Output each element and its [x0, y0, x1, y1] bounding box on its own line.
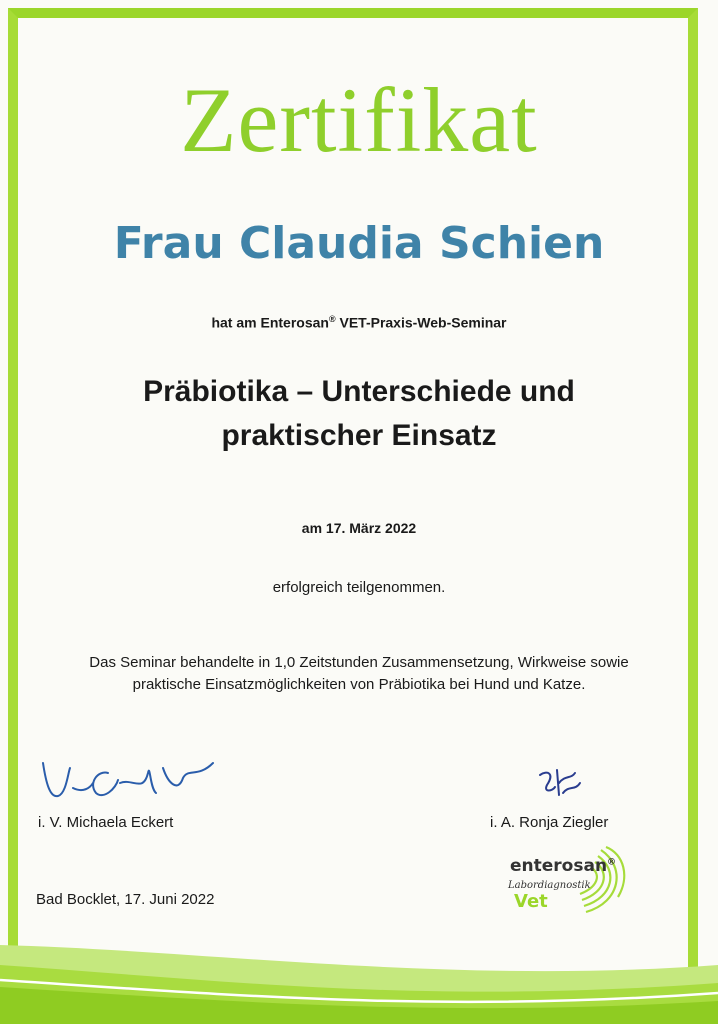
- bottom-wave-decoration: [0, 925, 718, 1024]
- description-line1: Das Seminar behandelte in 1,0 Zeitstunden Zusammensetzung, Wirkweise sowie: [89, 654, 629, 671]
- place-date: Bad Bocklet, 17. Juni 2022: [36, 891, 215, 908]
- participation-text: erfolgreich teilgenommen.: [272, 579, 446, 596]
- description-line2: praktische Einsatzmöglichkeiten von Präbiotika bei Hund und Katze.: [132, 676, 586, 693]
- signature-right-name: i. A. Ronja Ziegler: [490, 814, 609, 831]
- logo-word: enterosan®: [510, 856, 617, 876]
- registered-mark: ®: [328, 314, 336, 324]
- logo-vet: Vet: [514, 891, 548, 912]
- signature-right: [535, 765, 585, 810]
- intro-rest: VET-Praxis-Web-Seminar: [335, 314, 507, 331]
- enterosan-logo: [502, 838, 632, 928]
- logo-subtitle: Labordiagnostik: [508, 880, 591, 891]
- seminar-title-line1: Präbiotika – Unterschiede und: [143, 375, 575, 408]
- seminar-title: [0, 370, 718, 458]
- recipient-name: Frau Claudia Schien: [113, 218, 605, 269]
- seminar-date: am 17. März 2022: [301, 520, 417, 536]
- description: [0, 652, 718, 696]
- signature-left-name: i. V. Michaela Eckert: [38, 814, 174, 831]
- certificate-title: Zertifikat: [180, 69, 538, 171]
- intro-text: hat am Enterosan: [211, 314, 329, 331]
- signature-left: [38, 748, 228, 818]
- seminar-intro: [0, 314, 718, 331]
- seminar-title-line2: praktischer Einsatz: [221, 419, 497, 452]
